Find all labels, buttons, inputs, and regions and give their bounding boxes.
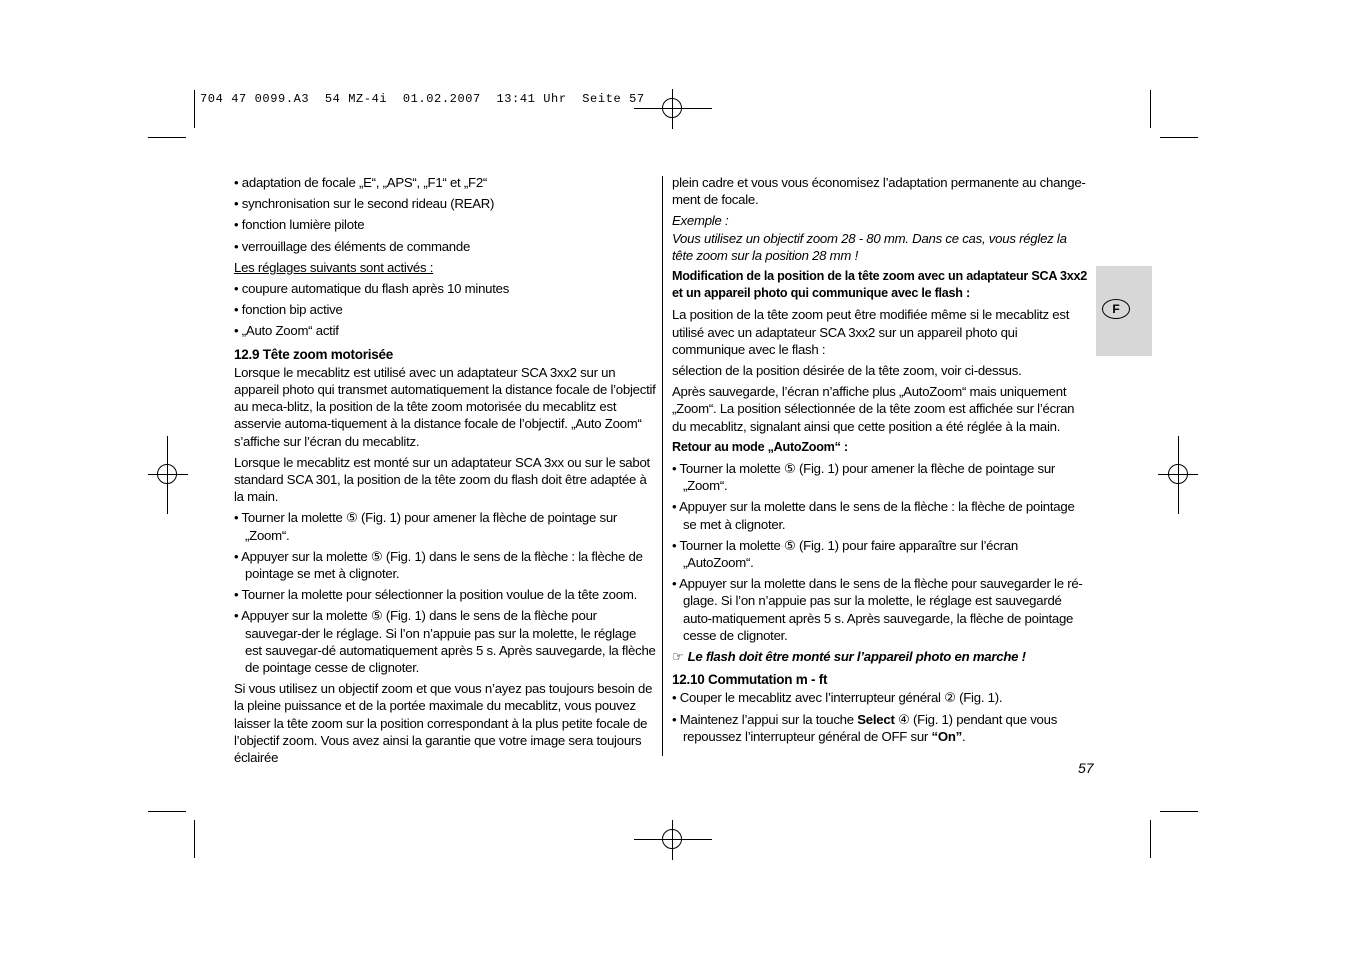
list-item: • „Auto Zoom“ actif [234,322,656,339]
list-item: • Couper le mecablitz avec l’interrupteur général ② (Fig. 1). [672,689,1090,706]
warning-note [672,648,1090,665]
paragraph: sélection de la position désirée de la tête zoom, voir ci-dessus. [672,363,1022,379]
page-number: 57 [1078,760,1094,776]
column-divider [662,176,663,756]
paragraph: Lorsque le mecablitz est monté sur un adaptateur SCA 3xx ou sur le sabot standard SCA 301, la position de la tête zoom du flash doit être adaptée à la main. [234,454,650,505]
pointing-hand-icon: ☞ [672,649,684,665]
example-label: Exemple : [672,213,729,229]
list-item: • coupure automatique du flash après 10 minutes [234,280,656,297]
activated-settings-label: Les réglages suivants sont activés : [234,259,434,275]
crop-mark [1150,820,1151,858]
on-label: “On” [931,728,962,744]
list-item: • Maintenez l’appui sur la touche Select ④ (Fig. 1) pendant que vous repoussez l’interrupteur général de OFF sur “On”. [672,711,1090,745]
paragraph: La position de la tête zoom peut être modifiée même si le mecablitz est utilisé avec un adaptateur SCA 3xx2 sur un appareil photo qui communique avec le flash : [672,307,1070,357]
crop-mark [148,137,186,138]
subheading: Modification de la position de la tête zoom avec un adaptateur SCA 3xx2 et un appareil photo qui communique avec le flash : [672,269,1087,301]
list-item: • Appuyer sur la molette ⑤ (Fig. 1) dans le sens de la flèche pour sauvegar-der le réglage. Si l’on n’appuie pas sur la molette, le réglage est sauvegar-dé automatiquement après 5 s. Après sauvegarde, la flèche de pointage cesse de clignoter. [234,607,656,676]
list-item: • fonction bip active [234,301,656,318]
select-key-label: Select [857,711,895,727]
crop-mark [1160,137,1198,138]
crop-mark [194,820,195,858]
paragraph: plein cadre et vous vous économisez l’adaptation permanente au change-ment de focale. [672,175,1086,208]
list-item: • Tourner la molette pour sélectionner la position voulue de la tête zoom. [234,586,656,603]
note-text: Le flash doit être monté sur l’appareil photo en marche ! [687,649,1026,665]
list-item: • Appuyer sur la molette dans le sens de la flèche pour sauvegarder le ré-glage. Si l’on n’appuie pas sur la molette, le réglage est sauvegardé auto-matiquement après 5 s. Après sauvegarde, la flèche de pointage cesse de clignoter. [672,575,1090,644]
crop-mark [1150,90,1151,128]
paragraph: Après sauvegarde, l’écran n’affiche plus „AutoZoom“ mais uniquement „Zoom“. La position sélectionnée de la tête zoom est affichée sur l’écran du mecablitz, signalant ainsi que cette position a été réglée à la main. [672,384,1075,434]
language-tab-label: F [1102,299,1130,319]
list-item: • Appuyer sur la molette ⑤ (Fig. 1) dans le sens de la flèche : la flèche de pointage se met à clignoter. [234,548,656,582]
list-item: • verrouillage des éléments de commande [234,238,656,255]
example-text: Vous utilisez un objectif zoom 28 - 80 mm. Dans ce cas, vous réglez la tête zoom sur la position 28 mm ! [672,230,1067,263]
section-heading: 12.9 Tête zoom motorisée [234,346,394,362]
crop-mark [1160,811,1198,812]
printer-slug: 704 47 0099.A3 54 MZ-4i 01.02.2007 13:41 Uhr Seite 57 [200,92,645,106]
list-item: • Tourner la molette ⑤ (Fig. 1) pour faire apparaître sur l’écran „AutoZoom“. [672,537,1090,571]
paragraph: Si vous utilisez un objectif zoom et que vous n’ayez pas toujours besoin de la pleine puissance et de la portée maximale du mecablitz, vous pouvez laisser la tête zoom sur la position correspondant à la plus petite focale de l’objectif zoom. Vous avez ainsi la garantie que votre image sera toujours éclairée [234,681,653,766]
list-item: • Appuyer sur la molette dans le sens de la flèche : la flèche de pointage se met à clignoter. [672,498,1090,532]
crop-mark [148,811,186,812]
section-heading: 12.10 Commutation m - ft [672,672,828,688]
list-item: • adaptation de focale „E“, „APS“, „F1“ et „F2“ [234,174,656,191]
crop-mark [194,90,195,128]
paragraph: Lorsque le mecablitz est utilisé avec un adaptateur SCA 3xx2 sur un appareil photo qui transmet automatiquement la distance focale de l’objectif au meca-blitz, la position de la tête zoom motorisée du mecablitz est asservie automa-tiquement à la distance focale de l’objectif. „Auto Zoom“ s’affiche sur l’écran du mecablitz. [234,364,656,449]
list-item: • fonction lumière pilote [234,216,656,233]
list-item: • Tourner la molette ⑤ (Fig. 1) pour amener la flèche de pointage sur „Zoom“. [672,460,1090,494]
right-column [672,174,1090,749]
subheading: Retour au mode „AutoZoom“ : [672,439,848,454]
list-item: • synchronisation sur le second rideau (REAR) [234,195,656,212]
left-column [234,174,656,770]
list-item: • Tourner la molette ⑤ (Fig. 1) pour amener la flèche de pointage sur „Zoom“. [234,509,656,543]
